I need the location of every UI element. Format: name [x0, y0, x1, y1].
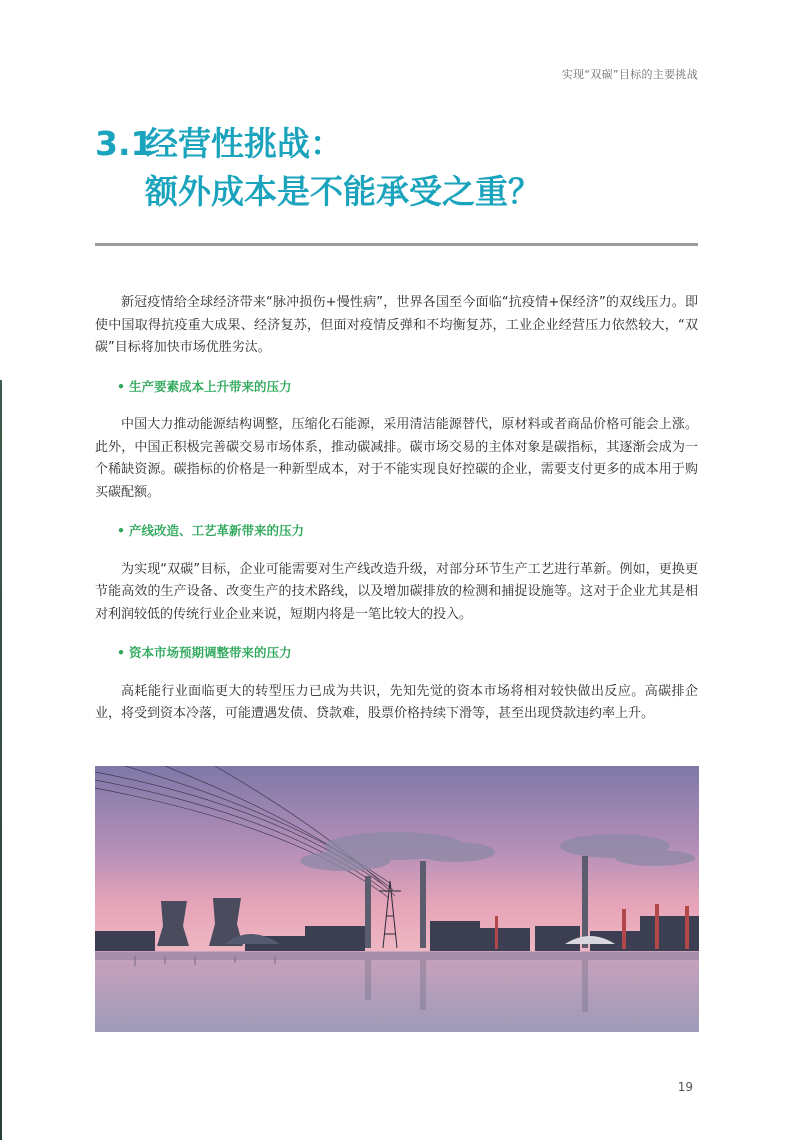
title-line-1: 经营性挑战：	[145, 124, 343, 163]
section-heading-3	[95, 642, 698, 665]
main-content	[95, 292, 698, 726]
industrial-skyline-illustration	[95, 766, 699, 1032]
title-divider	[95, 243, 698, 246]
section-heading-1	[95, 376, 698, 399]
section-heading-2	[95, 520, 698, 543]
section-2-paragraph: 为实现“双碳”目标，企业可能需要对生产线改造升级，对部分环节生产工艺进行革新。例如，更换更节能高效的生产设备、改变生产的技术路线，以及增加碳排放的检测和捕捉设施等。这对于企业尤其是相对利润较低的传统行业企业来说，短期内将是一笔比较大的投入。	[95, 561, 698, 622]
page-edge-strip	[0, 380, 2, 1140]
section-heading-2-text: 产线改造、工艺革新带来的压力	[129, 523, 305, 538]
page-title	[95, 120, 541, 216]
title-line-2: 额外成本是不能承受之重？	[145, 172, 541, 211]
section-3-paragraph: 高耗能行业面临更大的转型压力已成为共识，先知先觉的资本市场将相对较快做出反应。高碳排企业，将受到资本冷落，可能遭遇发债、贷款难，股票价格持续下滑等，甚至出现贷款违约率上升。	[95, 683, 698, 721]
bullet-dot: •	[117, 523, 125, 538]
section-1-paragraph: 中国大力推动能源结构调整，压缩化石能源，采用清洁能源替代，原材料或者商品价格可能会上涨。此外，中国正积极完善碳交易市场体系，推动碳减排。碳市场交易的主体对象是碳指标，其逐渐会成为一个稀缺资源。碳指标的价格是一种新型成本，对于不能实现良好控碳的企业，需要支付更多的成本用于购买碳配额。	[95, 417, 698, 500]
page-number: 19	[677, 1080, 693, 1094]
industrial-skyline-photo	[95, 766, 699, 1032]
section-heading-1-text: 生产要素成本上升带来的压力	[129, 378, 292, 394]
bullet-dot: •	[117, 378, 125, 394]
title-number: 3.1	[95, 124, 154, 163]
running-head: 实现“双碳”目标的主要挑战	[561, 68, 698, 81]
intro-paragraph: 新冠疫情给全球经济带来“脉冲损伤+慢性病”，世界各国至今面临“抗疫情+保经济”的双线压力。即使中国取得抗疫重大成果、经济复苏，但面对疫情反弹和不均衡复苏，工业企业经营压力依然较大，“双碳”目标将加快市场优胜劣汰。	[95, 295, 698, 355]
bullet-dot: •	[117, 645, 125, 660]
section-heading-3-text: 资本市场预期调整带来的压力	[129, 645, 292, 660]
